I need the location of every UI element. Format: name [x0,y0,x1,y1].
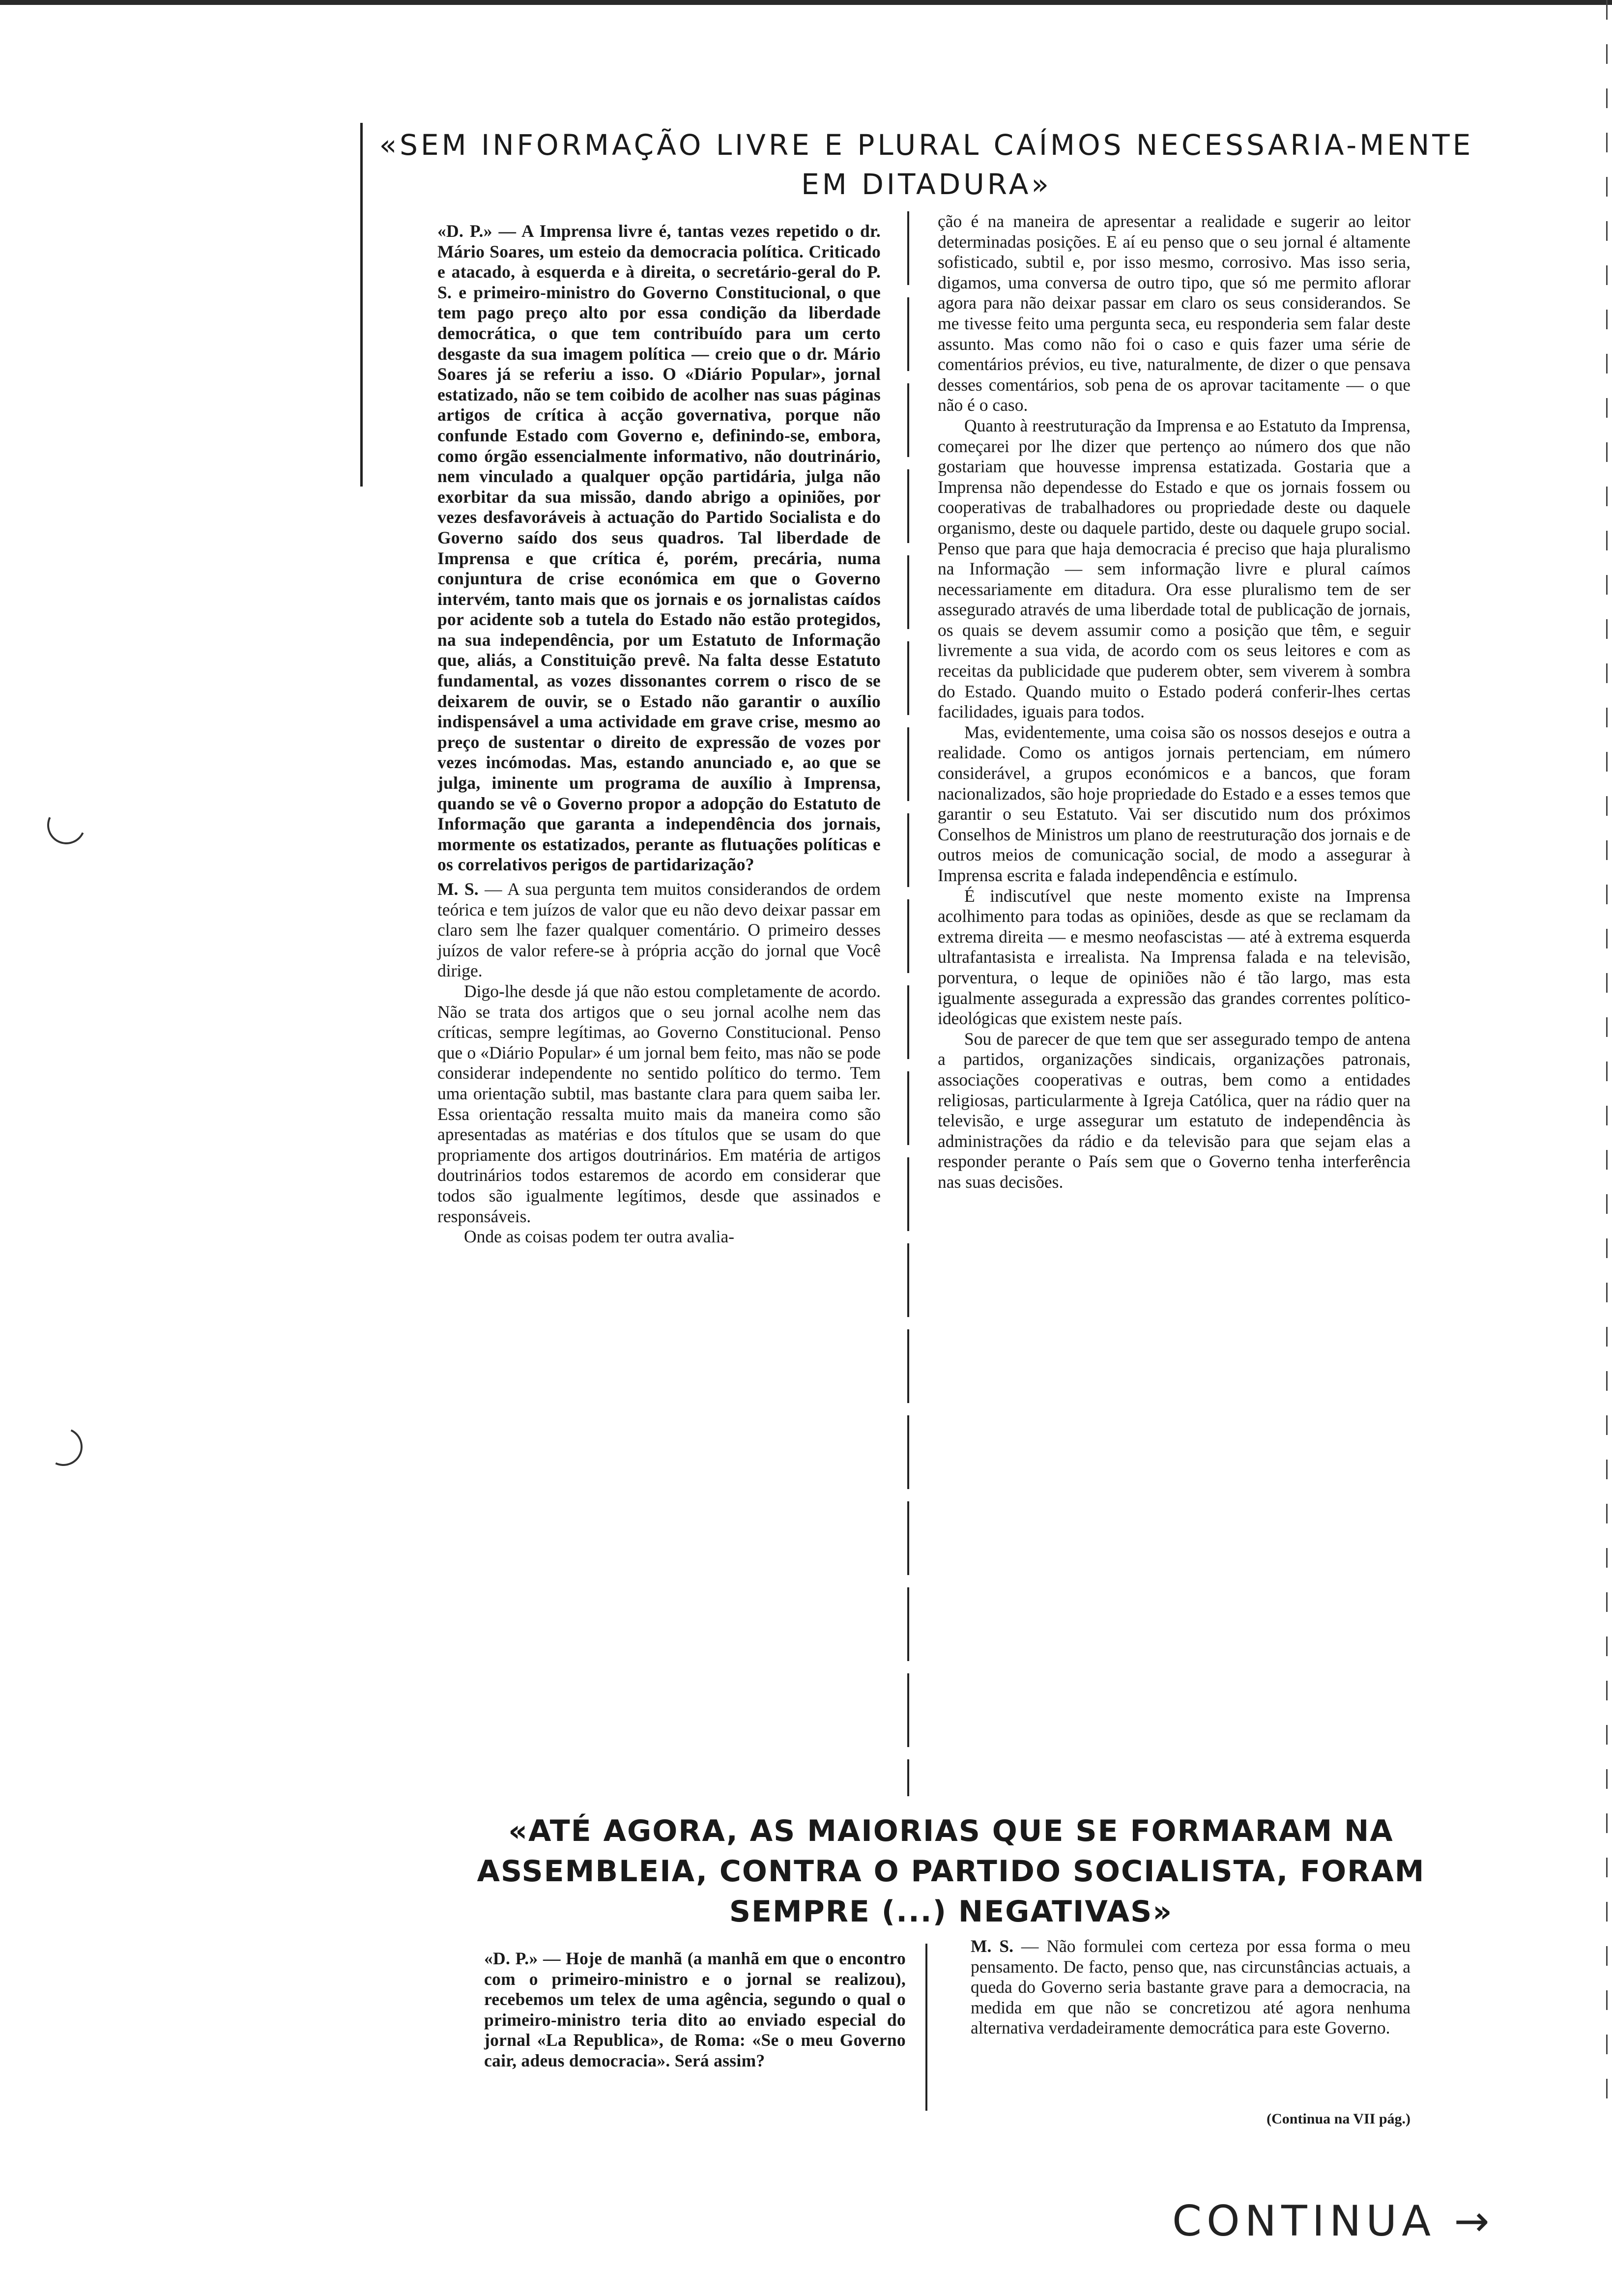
punch-hole-mark [42,801,91,850]
article-headline: «SEM INFORMAÇÃO LIVRE E PLURAL CAÍMOS NECESSARIA-MENTE EM DITADURA» [379,128,1474,201]
article-column-2 [938,211,1410,1193]
page-edge-mark [1606,0,1608,2113]
answer-text: — Não formulei com certeza por essa forma o meu pensamento. De facto, penso que, nas circunstâncias actuais, a queda do Governo seria bastante grave para a democracia, na medida em que não se concretizou até agora nenhuma alternativa verdadeiramente democrática para este Governo. [971,1936,1411,2038]
continua-stamp: CONTINUA → [1172,2197,1495,2246]
answer-text: — A sua pergunta tem muitos considerandos de ordem teórica e tem juízos de valor que eu não devo deixar passar em claro sem lhe fazer qualquer comentário. O primeiro desses juízos de valor refere-se à própria acção do jornal que Você dirige. [437,879,881,981]
interview-answer-paragraph [437,879,881,981]
article-column-3 [484,1949,906,2071]
column-divider [925,1944,927,2111]
answer-paragraph: ção é na maneira de apresentar a realidade e sugerir ao leitor determinadas posições. E aí eu penso que o seu jornal é altamente sofisticado, subtil e, por isso mesmo, corrosivo. Mas isso seria, digamos, uma conversa de outro tipo, que só me permito aflorar agora para não deixar passar em claro os seus considerandos. Se me tivesse feito uma pergunta seca, eu responderia sem falar deste assunto. Mas como não foi o caso e quis fazer uma série de comentários prévios, eu tive, naturalmente, de dizer o que pensava desses comentários, sob pena de os aprovar tacitamente — o que não é o caso. [938,211,1410,415]
top-border-rule [0,0,1612,5]
answer-paragraph: Sou de parecer de que tem que ser assegurado tempo de antena a partidos, organizações sindicais, organizações patronais, associações cooperativas e outras, bem como a entidades religiosas, particularmente à Igreja Católica, quer na rádio quer na televisão, e urge assegurar um estatuto de independência às administrações da rádio e da televisão para que sejam elas a responder perante o País sem que o Governo tenha interferência nas suas decisões. [938,1029,1410,1192]
margin-bar [360,123,363,487]
interview-question: «D. P.» — A Imprensa livre é, tantas vezes repetido o dr. Mário Soares, um esteio da democracia política. Criticado e atacado, à esquerda e à direita, o secretário-geral do P. S. e primeiro-ministro do Governo Constitucional, o que tem pago preço alto por essa condição da liberdade democrática, o que tem contribuído para um certo desgaste da sua imagem política — creio que o dr. Mário Soares já se referiu a isso. O «Diário Popular», jornal estatizado, não se tem coibido de acolher nas suas páginas artigos de crítica à acção governativa, porque não confunde Estado com Governo e, definindo-se, embora, como órgão essencialmente informativo, não doutrinário, nem vinculado a qualquer opção partidária, julga não exorbitar da sua missão, dando abrigo a opiniões, por vezes desfavoráveis à actuação do Partido Socialista e do Governo saído dos seus quadros. Tal liberdade de Imprensa e que crítica é, porém, precária, numa conjuntura de crise económica em que o Governo intervém, tanto mais que os jornais e os jornalistas caídos por acidente sob a tutela do Estado não estão protegidos, na sua independência, por um Estatuto de Informação que, aliás, a Constituição prevê. Na falta desse Estatuto fundamental, as vozes dissonantes correm o risco de se deixarem de ouvir, se o Estado não garantir o auxílio indispensável a uma actividade em grave crise, mesmo ao preço de sustentar o direito de expressão de vozes por vezes incómodas. Mas, estando anunciado e, ao que se julga, iminente um programa de auxílio à Imprensa, quando se vê o Governo propor a adopção do Estatuto de Informação que garanta a independência dos jornais, mormente os estatizados, perante as flutuações políticas e os correlativos perigos de partidarização? [437,221,881,875]
section-headline: «ATÉ AGORA, AS MAIORIAS QUE SE FORMARAM NA ASSEMBLEIA, CONTRA O PARTIDO SOCIALISTA, FORAM SEMPRE (...) NEGATIVAS» [477,1814,1425,1929]
article-column-4 [971,1936,1410,2038]
continued-note: (Continua na VII pág.) [1267,2111,1410,2127]
answer-paragraph: Digo-lhe desde já que não estou completamente de acordo. Não se trata dos artigos que o seu jornal acolhe nem das críticas, sempre legítimas, ao Governo Constitucional. Penso que o «Diário Popular» é um jornal bem feito, mas não se pode considerar independente no sentido político do termo. Tem uma orientação subtil, mas bastante clara para quem saiba ler. Essa orientação ressalta muito mais da maneira como são apresentadas as matérias e dos títulos que se usam do que propriamente dos artigos doutrinários. Em matéria de artigos doutrinários todos estaremos de acordo em considerar que todos são igualmente legítimos, desde que assinados e responsáveis. [437,981,881,1226]
speaker-label: M. S. [437,879,479,899]
column-divider [907,211,909,1796]
article-column-1 [437,221,881,1247]
speaker-label: M. S. [971,1936,1013,1956]
answer-paragraph: É indiscutível que neste momento existe na Imprensa acolhimento para todas as opiniões, desde as que se reclamam da extrema direita — e mesmo neofascistas — até à extrema esquerda ultrafantasista e irrealista. Na Imprensa falada e na televisão, porventura, o leque de opiniões não é tão largo, mas esta igualmente assegurada a expressão das grandes correntes político-ideológicas que existem neste país. [938,886,1410,1029]
interview-answer-paragraph [971,1936,1410,2038]
interview-question: «D. P.» — Hoje de manhã (a manhã em que o encontro com o primeiro-ministro e o jornal se realizou), recebemos um telex de uma agência, segundo o qual o primeiro-ministro teria dito ao enviado especial do jornal «La Republica», de Roma: «Se o meu Governo cair, adeus democracia». Será assim? [484,1949,906,2070]
punch-hole-mark [39,1422,88,1471]
answer-paragraph: Mas, evidentemente, uma coisa são os nossos desejos e outra a realidade. Como os antigos jornais pertenciam, em número considerável, a grupos económicos e a bancos, que foram nacionalizados, são hoje propriedade do Estado e a esses temos que garantir o seu Estatuto. Vai ser discutido num dos próximos Conselhos de Ministros um plano de reestruturação dos jornais e de outros meios de comunicação social, de modo a assegurar à Imprensa escrita e falada independência e estímulo. [938,722,1410,885]
answer-paragraph: Quanto à reestruturação da Imprensa e ao Estatuto da Imprensa, começarei por lhe dizer que pertenço ao número dos que não gostariam que houvesse imprensa estatizada. Gostaria que a Imprensa não dependesse do Estado e que os jornais fossem ou cooperativas de trabalhadores ou propriedade deste ou daquele organismo, deste ou daquele partido, deste ou daquele grupo social. Penso que para que haja democracia é preciso que haja pluralismo na Informação — sem informação livre e plural caímos necessariamente em ditadura. Ora esse pluralismo tem de ser assegurado através de uma liberdade total de publicação de jornais, os quais se devem assumir como a posição que têm, e seguir livremente a sua vida, de acordo com os seus leitores e com as receitas da publicidade que puderem obter, sem viverem à sombra do Estado. Quando muito o Estado poderá conferir-lhes certas facilidades, iguais para todos. [938,415,1410,722]
answer-paragraph: Onde as coisas podem ter outra avalia- [464,1227,735,1247]
